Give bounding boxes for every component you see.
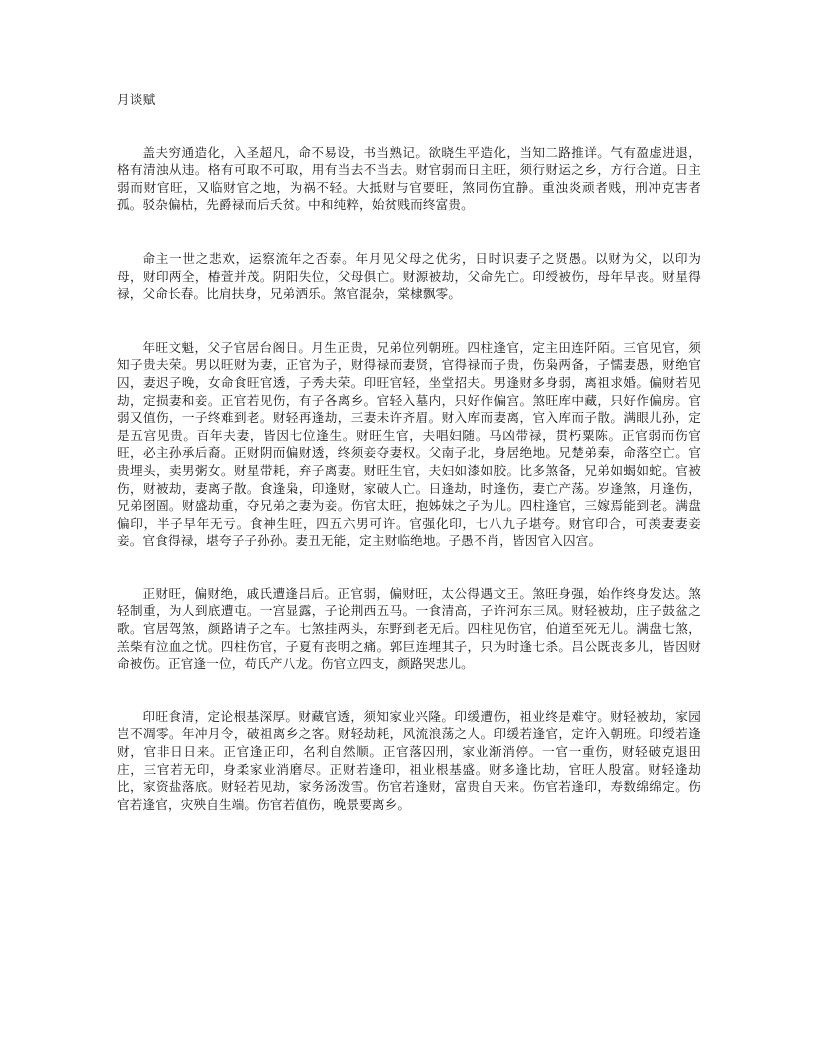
paragraph-2: 命主一世之悲欢，运察流年之否泰。年月见父母之优劣，日时识妻子之贤愚。以财为父，以印为母，财印两全，椿萱并茂。阴阳失位，父母俱亡。财源被劫，父命先亡。印绶被伤，母年早丧。财星得禄，父命长春。比肩扶身，兄弟洒乐。煞官混杂，棠棣飘零。	[117, 251, 701, 302]
paragraph-5: 印旺食清，定论根基深厚。财藏官透，须知家业兴隆。印缓遭伤，祖业终是难守。财轻被劫，家园岂不凋零。年冲月令，破祖离乡之客。财轻劫耗，风流浪荡之人。印缓若逢官，定许入朝班。印绶若逢财，官非日日来。正官逢正印，名利自然顺。正官落囚刑，家业渐消停。一官一重伤，财轻破克退田庄，三官若无印，身柔家业消磨尽。正财若逢印，祖业根基盛。财多逢比劫，官旺人殷富。财轻逢劫比，家资盐落底。财轻若见劫，家务汤泼雪。伤官若逢财，富贵自天来。伤官若逢印，寿数绵绵定。伤官若逢官，灾殃自生端。伤官若值伤，晚景要离乡。	[117, 709, 701, 812]
title-paragraph-spacer	[117, 110, 701, 145]
paragraph-4: 正财旺，偏财绝，戚氏遭逢吕后。正官弱，偏财旺，太公得遇文王。煞旺身强，始作终身发达。煞轻制重，为人到底遭屯。一宫显露，子论荆西五马。一食清高，子许河东三凤。财轻被劫，庄子鼓盆之歌。官居驾煞，颜路请子之车。七煞挂两头，东野到老无后。四柱见伤官，伯道至死无儿。满盘七煞，羔柴有泣血之忧。四柱伤官，子夏有丧明之痛。郭巨连埋其子，只为时逢七杀。吕公既丧多儿，皆因财命被伤。正官逢一位，苟氏产八龙。伤官立四支，颜路哭悲儿。	[117, 586, 701, 672]
paragraph-spacer-2	[117, 304, 701, 340]
paragraph-spacer-4	[117, 674, 701, 709]
paragraph-3: 年旺文魁，父子官居台阁日。月生正贵，兄弟位列朝班。四柱逢官，定主田连阡陌。三官见官，须知子贵夫荣。男以旺财为妻，正官为子，财得禄而妻贤，官得禄而子贵，伤枭两备，子懦妻愚，财绝官囚，妻迟子晚，女命食旺官透，子秀夫荣。印旺官轻，坐堂招夫。男逢财多身弱，离祖求婚。偏财若见劫，定损妻和妾。正官若见伤，有子各离乡。官轻入墓内，只好作偏宫。煞旺库中藏，只好作偏房。官弱又值伤，一子终难到老。财轻再逢劫，三妻未许齐眉。财入库而妻离，官入库而子散。满眼儿孙，定是五宫见贵。百年夫妻，皆因七位逢生。财旺生官，夫唱妇随。马凶带禄，贯朽粟陈。正官弱而伤官旺，必主孙承后裔。正财阴而偏财透，终须妾夺妻权。父南子北，身居绝地。兄楚弟秦，命落空亡。官贵埋头，卖男粥女。财星带耗，弃子离妻。财旺生官，夫妇如漆如胶。比多煞备，兄弟如蝎如蛇。官被伤，财被劫，妻离子散。食逢枭，印逢财，家破人亡。日逢劫，时逢伤，妻亡产荡。岁逢煞，月逢伤，兄弟囹圄。财盛劫重，夺兄弟之妻为妾。伤官太旺，抱姊妹之子为儿。四柱逢官，三嫁焉能到老。满盘偏印，半子早年无亏。食神生旺，四五六男可许。官强化印，七八九子堪夸。财官印合，可羡妻妻妾妾。官食得禄，堪夸子子孙孙。妻丑无能，定主财临绝地。子愚不肖，皆因官入囚宫。	[117, 340, 701, 549]
document-title: 月谈赋	[117, 93, 156, 107]
paragraph-spacer-3	[117, 551, 701, 586]
paragraph-1: 盖夫穷通造化，入圣超凡，命不易设，书当熟记。欲晓生平造化，当知二路推详。气有盈虚进退，格有清浊从违。格有可取不可取，用有当去不当去。财官弱而日主旺，须行财运之乡，方行合道。日主弱而财官旺，又临财官之地，为祸不轻。大抵财与官要旺，煞同伤宜静。重浊炎顽者贱，刑冲克害者孤。驳杂偏枯，先爵禄而后夭贫。中和纯粹，始贫贱而终富贵。	[117, 145, 701, 213]
document-body	[117, 92, 701, 814]
paragraph-spacer-1	[117, 215, 701, 251]
